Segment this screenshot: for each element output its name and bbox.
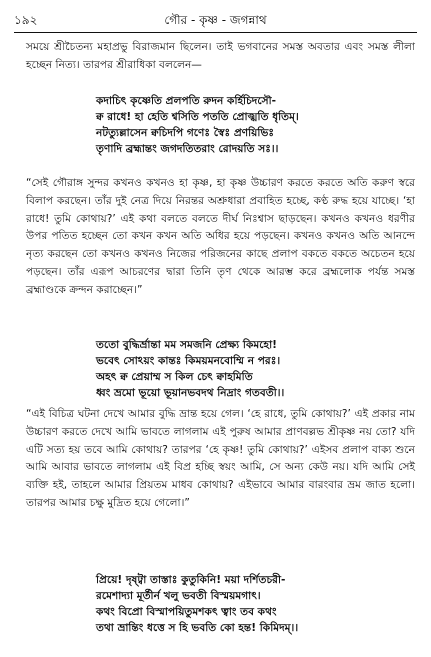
verse-line: ততো বুদ্ধির্ভ্রান্তা মম সমজনি প্রেক্ষ্য কিমহো! (96, 339, 277, 351)
verse-line: ভবেৎ সোঽয়ং কান্তঃ কিময়মনবোম্মি ন পরঃ। (96, 355, 281, 367)
verse-line: ধ্বং ভ্রমো ভূয়ো ভূয়ানভবদথ নিদ্রাং গতবতী।। (96, 387, 285, 399)
sanskrit-verse-2 (96, 337, 421, 401)
verse-line: রমেশাদ্যা মূর্তীর্ন খলু ভবতী বিস্ময়মগাৎ। (96, 590, 261, 602)
verse-line: প্রিয়ে! দৃষ্ট্বা তাস্তাঃ কুতুকিনি! ময়া দর্শিতচরী- (96, 574, 286, 586)
verse-line: তথা ভ্রান্তিং ধত্তে স হি ভবতি কো হন্ত! কিমিদম্।। (96, 622, 299, 634)
verse-line: কথং বিপ্রো বিস্মাপয়িতুমশকৎ ত্বাং তব কথং (96, 606, 277, 618)
verse-line: তৃণাদি ব্রহ্মান্তং জগদতিতরাং রোদয়তি সঃ।। (96, 143, 279, 155)
intro-paragraph: সময়ে শ্রীচৈতন্য মহাপ্রভু বিরাজমান ছিলেন। তাই ভগবানের সমস্ত অবতার এবং সমস্ত লীলা হচ্ছেন নিত্য। তারপর শ্রীরাধিকা বললেন— (26, 41, 415, 71)
header-divider (14, 32, 417, 33)
verse-line: অহৎ ক্ব প্রেয়াম্ম স কিল চেৎ ক্বাহমিতি (96, 371, 253, 383)
verse-line: ক্ব রাধে! হা হেতি শ্বসিতি পততি প্রোজ্ঝতি ধৃতিম্। (96, 111, 299, 123)
running-title: গৌর - কৃষ্ণ - জগন্নাথ (164, 13, 267, 27)
body-paragraph-2: “এই বিচিত্র ঘটনা দেখে আমার বুদ্ধি ভ্রান্ত হয়ে গেল। ‘হে রাধে, তুমি কোথায়?’ এই প্রকার নাম উচ্চারণ করতে দেখে আমি ভাবতে লাগলাম এই পুরুষ আমার প্রাণবল্লভ শ্রীকৃষ্ণ নয় তো? যদি এটি সত্য হয় তবে আমি কোথায়? তারপর ‘হে কৃষ্ণ! তুমি কোথায়?’ এইসব প্রলাপ বাক্য শুনে আমি আবার ভাবতে লাগলাম এই বিপ্র হচ্ছি স্বয়ং আমি, সে অন্য কেউ নয়। যদি আমি সেই ব্যক্তি হই, তাহলে আমার প্রিয়তম মাধব কোথায়? এইভাবে আমার বারংবার ভ্রম জাত হলো। তারপর আমার চক্ষু মুদ্রিত হয়ে গেলো।” (26, 408, 415, 509)
page-number: ১৯২ (14, 13, 38, 27)
verse-line: কদাচিৎ কৃষ্ণেতি প্রলপতি রুদন কর্হিচিদসৌ- (96, 95, 277, 107)
body-paragraph-1: “সেই গৌরাঙ্গ সুন্দর কখনও কখনও হা কৃষ্ণ, হা কৃষ্ণ উচ্চারণ করতে করতে অতি করুণ স্বরে বিলাপ করছেন। তাঁর দুই নেত্র দিয়ে নিরন্তর অশ্রুধারা প্রবাহিত হচ্ছে, কণ্ঠ রুদ্ধ হয়ে যাচ্ছে। ‘হা রাধে! তুমি কোথায়?’ এই কথা বলতে বলতে দীর্ঘ নিঃশ্বাস ছাড়ছেন। কখনও কখনও ধরণীর উপর পতিত হচ্ছেন তো কখন কখন অতি অধির হয়ে পড়ছেন। কখনও কখনও অতি আনন্দে নৃত্য করছেন তো কখনও কখনও নিজের পরিজনের কাছে প্রলাপ বকতে বকতে অচেতন হয়ে পড়ছেন। তাঁর এরূপ আচরণের দ্বারা তিনি তৃণ থেকে আরম্ভ করে ব্রহ্মলোক পর্যন্ত সমস্ত ব্রহ্মাণ্ডকে ক্রন্দন করাচ্ছেন।” (26, 177, 415, 296)
sanskrit-verse-3 (96, 572, 421, 636)
verse-line: নটত্যুল্লাসেন ক্বচিদপি গণেঃ স্বৈঃ প্রণয়িভিঃ (96, 127, 274, 139)
sanskrit-verse-1 (96, 93, 421, 157)
page-header (14, 10, 417, 30)
